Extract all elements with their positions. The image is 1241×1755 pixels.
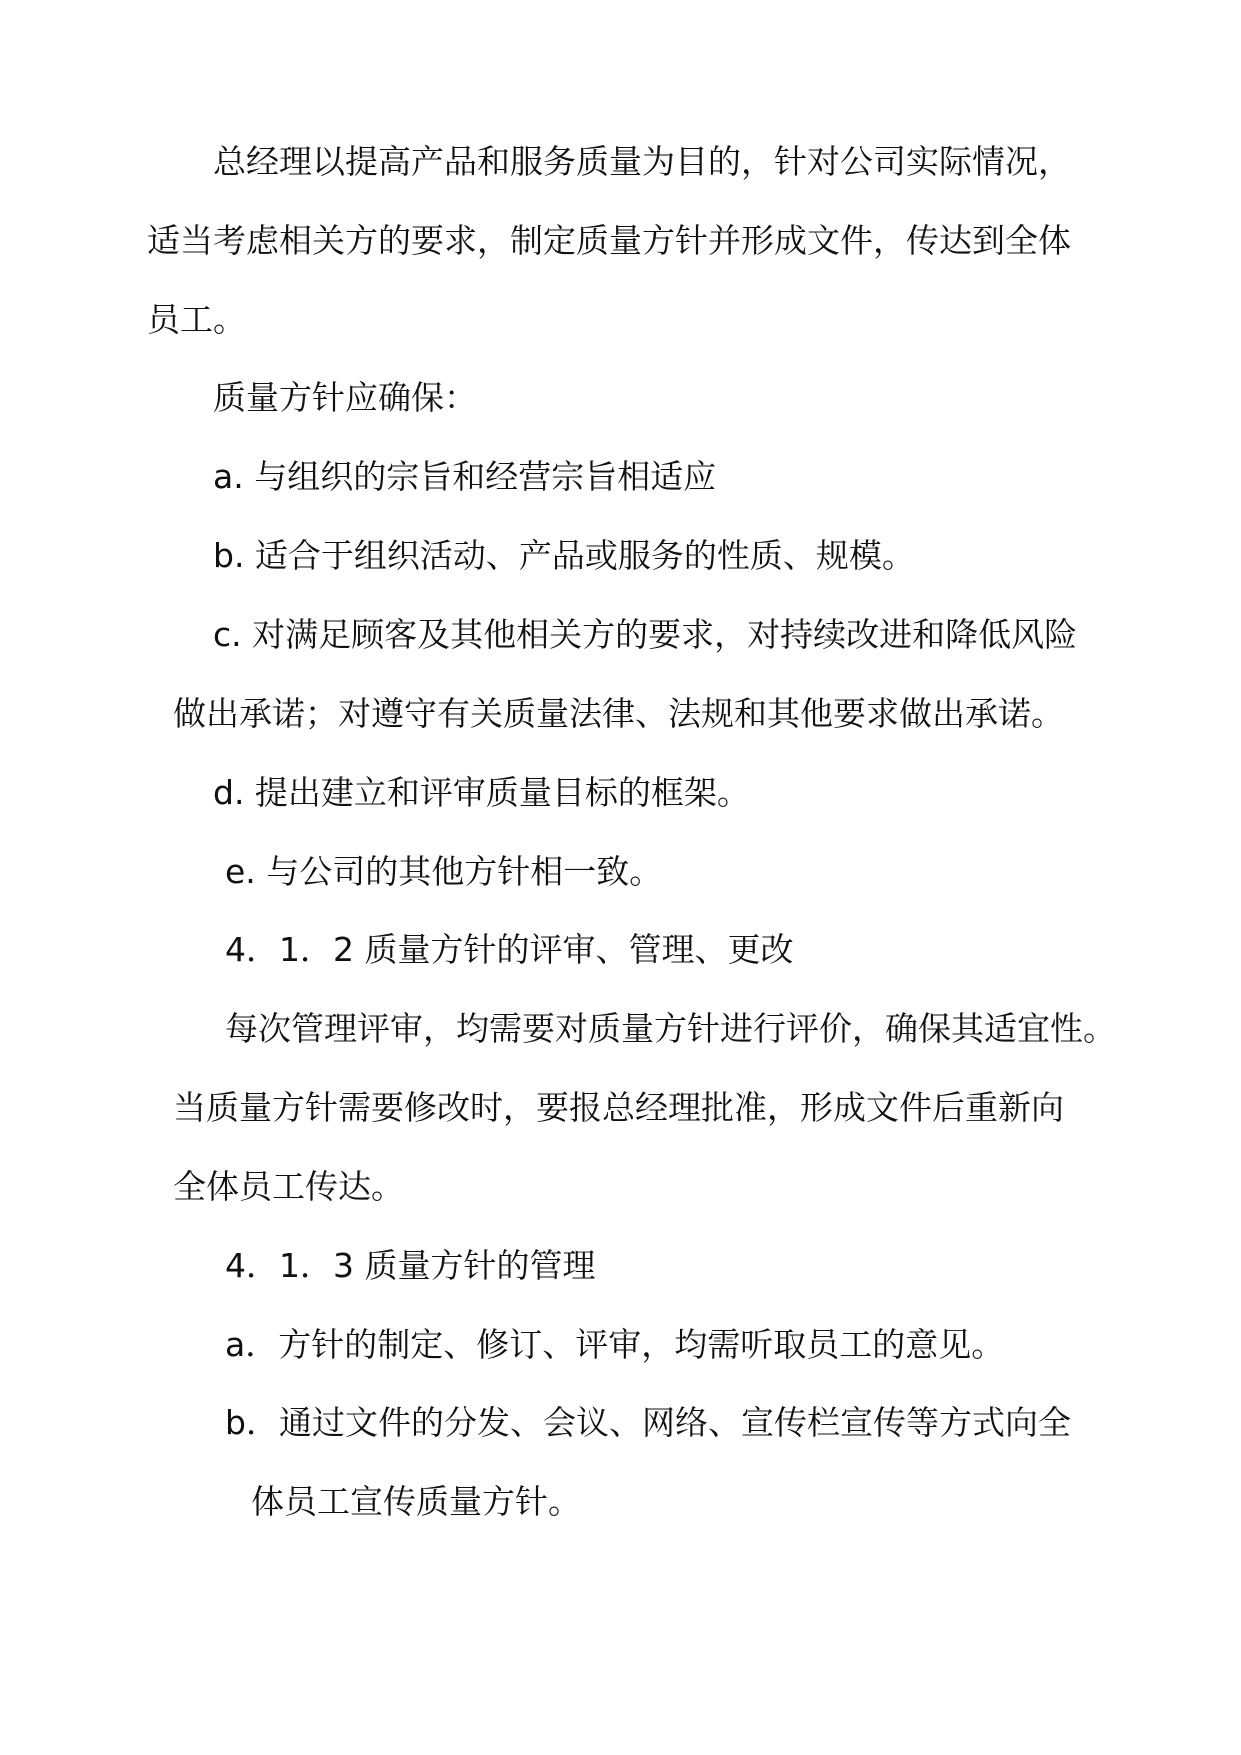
paragraph-intro-line-1: 总经理以提高产品和服务质量为目的，针对公司实际情况， (213, 142, 1071, 181)
policy-requirements-heading: 质量方针应确保： (213, 378, 477, 417)
section-4-1-3-heading: 4．1．3 质量方针的管理 (225, 1246, 596, 1285)
review-paragraph-line-1: 每次管理评审，均需要对质量方针进行评价，确保其适宜性。 (225, 1009, 1116, 1048)
paragraph-intro-line-2: 适当考虑相关方的要求，制定质量方针并形成文件，传达到全体 (147, 221, 1071, 260)
list-item-b: b. 适合于组织活动、产品或服务的性质、规模。 (213, 536, 915, 575)
list-item-d: d. 提出建立和评审质量目标的框架。 (213, 773, 750, 812)
paragraph-intro-line-3: 员工。 (147, 300, 246, 339)
review-paragraph-line-2: 当质量方针需要修改时，要报总经理批准，形成文件后重新向 (173, 1088, 1064, 1127)
management-item-a: a．方针的制定、修订、评审，均需听取员工的意见。 (225, 1325, 1005, 1364)
list-item-a: a. 与组织的宗旨和经营宗旨相适应 (213, 457, 717, 496)
review-paragraph-line-3: 全体员工传达。 (173, 1167, 404, 1206)
management-item-b-line-1: b．通过文件的分发、会议、网络、宣传栏宣传等方式向全 (225, 1403, 1071, 1442)
section-4-1-2-heading: 4．1．2 质量方针的评审、管理、更改 (225, 930, 794, 969)
list-item-c-line-2: 做出承诺；对遵守有关质量法律、法规和其他要求做出承诺。 (173, 694, 1064, 733)
list-item-c-line-1: c. 对满足顾客及其他相关方的要求，对持续改进和降低风险 (213, 615, 1078, 654)
management-item-b-line-2: 体员工宣传质量方针。 (251, 1482, 581, 1521)
list-item-e: e. 与公司的其他方针相一致。 (225, 852, 663, 891)
